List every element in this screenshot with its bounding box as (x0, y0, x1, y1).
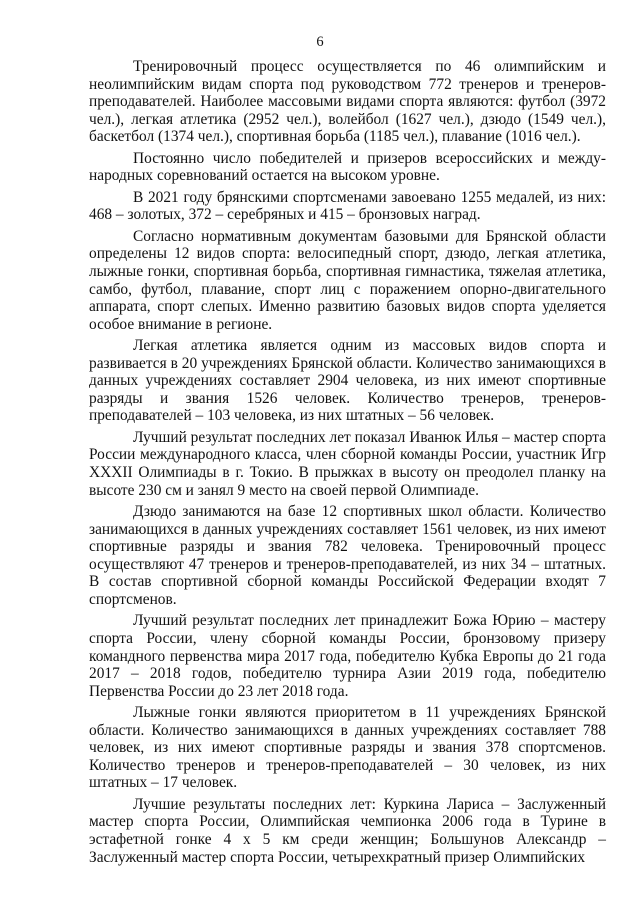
document-body (89, 58, 606, 870)
paragraph-winners: Постоянно число победителей и призеров всероссийских и международных соревнований остается на высоком уровне. (89, 149, 606, 185)
paragraph-skiing-best-results: Лучшие результаты последних лет: Куркина Лариса – Заслуженный мастер спорта России, Олимпийская чемпионка 2006 года в Турине в эстафетной гонке 4 х 5 км среди женщин; Большунов Александр – Заслуженный мастер спорта России, четырехкратный призер Олимпийских (89, 795, 606, 866)
paragraph-base-sports: Согласно нормативным документам базовыми для Брянской области определены 12 видов спорта: велосипедный спорт, дзюдо, легкая атлетика, лыжные гонки, спортивная борьба, спортивная гимнастика, тяжелая атлетика, самбо, футбол, плавание, спорт лиц с поражением опорно-двигательного аппарата, спорт слепых. Именно развитию базовых видов спорта уделяется особое внимание в регионе. (89, 227, 606, 333)
paragraph-judo: Дзюдо занимаются на базе 12 спортивных школ области. Количество занимающихся в данных учреждениях составляет 1561 человек, из них имеют спортивные разряды и звания 782 человека. Тренировочный процесс осуществляют 47 тренеров и тренеров-преподавателей, из них 34 – штатных. В состав спортивной сборной команды Российской Федерации входят 7 спортсменов. (89, 503, 606, 608)
paragraph-judo-best-result: Лучший результат последних лет принадлежит Божа Юрию – мастеру спорта России, члену сборной команды России, бронзовому призеру командного первенства мира 2017 года, победителю Кубка Европы до 21 года 2017 – 2018 годов, победителю турнира Азии 2019 года, победителю Первенства России до 23 лет 2018 года. (89, 612, 606, 700)
paragraph-medals-2021: В 2021 году брянскими спортсменами завоевано 1255 медалей, из них: 468 – золотых, 372 – серебряных и 415 – бронзовых наград. (89, 188, 606, 224)
paragraph-training-process: Тренировочный процесс осуществляется по 46 олимпийским и неолимпийским видам спорта под руководством 772 тренеров и тренеров-преподавателей. Наиболее массовыми видами спорта являются: футбол (3972 чел.), легкая атлетика (2952 чел.), волейбол (1627 чел.), дзюдо (1549 чел.), баскетбол (1374 чел.), спортивная борьба (1185 чел.), плавание (1016 чел.). (89, 58, 606, 146)
paragraph-skiing: Лыжные гонки являются приоритетом в 11 учреждениях Брянской области. Количество занимающихся в данных учреждениях составляет 788 человек, из них имеют спортивные разряды и звания 378 спортсменов. Количество тренеров и тренеров-преподавателей – 30 человек, из них штатных – 17 человек. (89, 704, 606, 792)
paragraph-athletics: Легкая атлетика является одним из массовых видов спорта и развивается в 20 учреждениях Брянской области. Количество занимающихся в данных учреждениях составляет 2904 человека, из них имеют спортивные разряды и звания 1526 человек. Количество тренеров, тренеров-преподавателей – 103 человека, из них штатных – 56 человек. (89, 337, 606, 425)
paragraph-athletics-best-result: Лучший результат последних лет показал Иванюк Илья – мастер спорта России международного класса, член сборной команды России, участник Игр XXXII Олимпиады в г. Токио. В прыжках в высоту он преодолел планку на высоте 230 см и занял 9 место на своей первой Олимпиаде. (89, 428, 606, 499)
page-number: 6 (316, 34, 324, 50)
